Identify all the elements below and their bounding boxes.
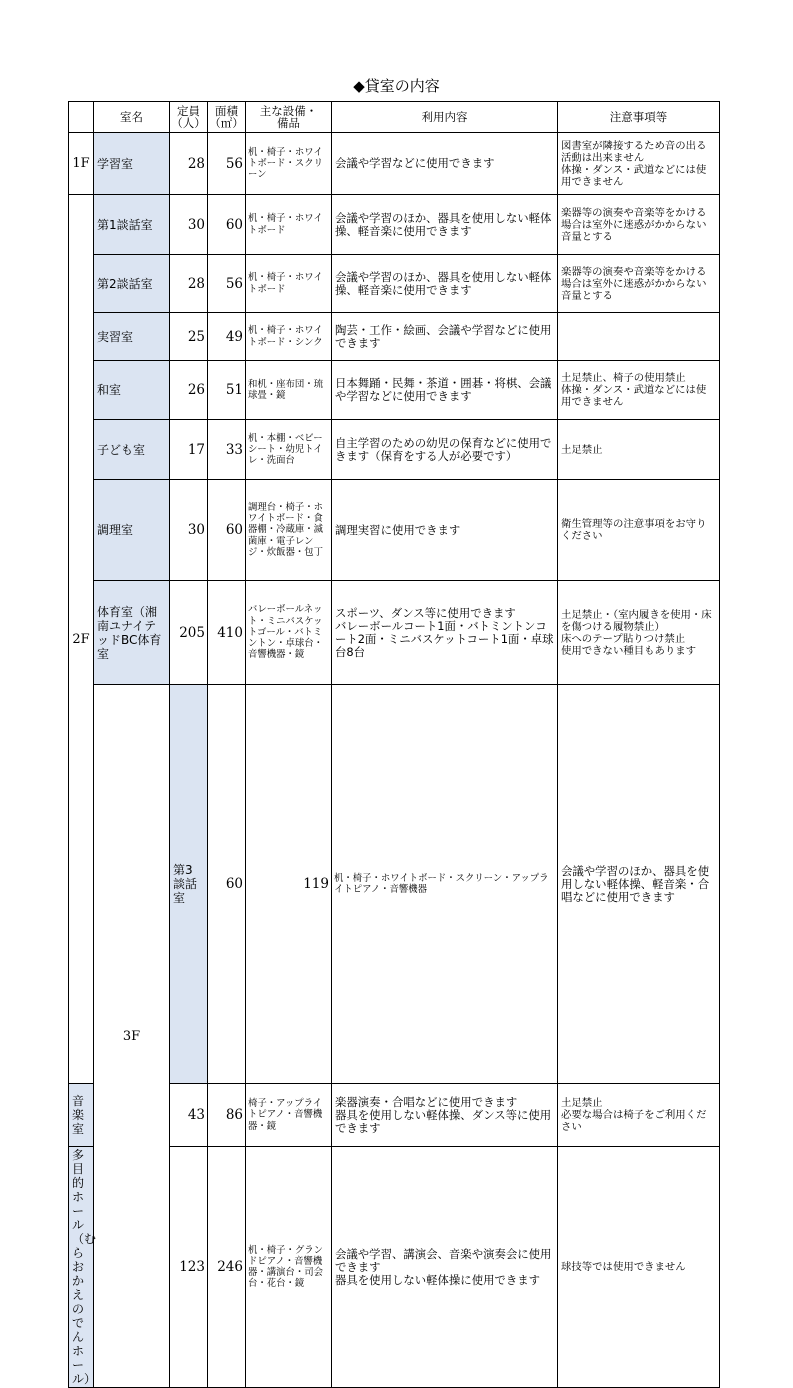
room-area: 86 [208, 1084, 246, 1147]
room-capacity: 123 [170, 1147, 208, 1388]
room-equipment: 椅子・アップライトピアノ・音響機器・鏡 [246, 1084, 332, 1147]
table-row [69, 361, 720, 420]
room-capacity: 28 [170, 133, 208, 195]
table-row [69, 195, 720, 255]
header-equipment: 主な設備・ 備品 [246, 102, 332, 133]
room-area: 51 [208, 361, 246, 420]
room-area: 60 [208, 195, 246, 255]
header-capacity: 定員 （人） [170, 102, 208, 133]
room-capacity: 30 [170, 195, 208, 255]
room-name: 多目的ホール（むらおかえのでんホール） [69, 1147, 94, 1388]
header-area: 面積 （㎡） [208, 102, 246, 133]
room-area: 56 [208, 255, 246, 313]
room-equipment: 机・椅子・グランドピアノ・音響機器・講演台・司会台・花台・鏡 [246, 1147, 332, 1388]
room-usage: 会議や学習、講演会、音楽や演奏会に使用できます 器具を使用しない軽体操に使用できます [332, 1147, 558, 1388]
room-area: 56 [208, 133, 246, 195]
room-area: 246 [208, 1147, 246, 1388]
room-capacity: 60 [208, 685, 246, 1084]
room-capacity: 26 [170, 361, 208, 420]
room-area: 410 [208, 581, 246, 685]
room-usage: 会議や学習のほか、器具を使用しない軽体操、軽音楽に使用できます [332, 255, 558, 313]
room-name: 子ども室 [94, 420, 170, 480]
room-name: 体育室（湘南ユナイテッドBC体育室 [94, 581, 170, 685]
header-floor [69, 102, 94, 133]
floor-label: 2F [69, 195, 94, 1084]
room-usage: 会議や学習のほか、器具を使用しない軽体操、軽音楽に使用できます [332, 195, 558, 255]
room-usage: 陶芸・工作・絵画、会議や学習などに使用できます [332, 313, 558, 361]
room-usage: 会議や学習などに使用できます [332, 133, 558, 195]
room-name: 第1談話室 [94, 195, 170, 255]
room-equipment: 机・本棚・ベビーシート・幼児トイレ・洗面台 [246, 420, 332, 480]
room-capacity: 43 [170, 1084, 208, 1147]
room-notes: 土足禁止 [558, 420, 720, 480]
room-notes: 図書室が隣接するため音の出る活動は出来ません 体操・ダンス・武道などには使用できません [558, 133, 720, 195]
room-notes: 土足禁止・（室内履きを使用・床を傷つける履物禁止） 床へのテープ貼りつけ禁止 使用できない種目もあります [558, 581, 720, 685]
header-room: 室名 [94, 102, 170, 133]
room-area: 49 [208, 313, 246, 361]
room-notes: 衛生管理等の注意事項をお守りください [558, 480, 720, 581]
room-usage: 自主学習のための幼児の保育などに使用できます（保育をする人が必要です） [332, 420, 558, 480]
floor-label: 3F [94, 685, 170, 1388]
room-name: 第2談話室 [94, 255, 170, 313]
room-usage: 日本舞踊・民舞・茶道・囲碁・将棋、会議や学習などに使用できます [332, 361, 558, 420]
room-usage: スポーツ、ダンス等に使用できます バレーボールコート1面・バトミントンコート2面・ミニバスケットコート1面・卓球台8台 [332, 581, 558, 685]
table-row [69, 255, 720, 313]
room-notes: 土足禁止、椅子の使用禁止 体操・ダンス・武道などには使用できません [558, 361, 720, 420]
room-name: 第3談話室 [170, 685, 208, 1084]
table-row [69, 581, 720, 685]
room-equipment: 机・椅子・ホワイトボード・シンク [246, 313, 332, 361]
room-area: 60 [208, 480, 246, 581]
room-equipment: 机・椅子・ホワイトボード・スクリーン・アップライトピアノ・音響機器 [332, 685, 558, 1084]
room-area: 119 [246, 685, 332, 1084]
page-title: ◆貸室の内容 [353, 77, 440, 95]
table-row [69, 480, 720, 581]
table-header-row [69, 102, 720, 133]
room-capacity: 28 [170, 255, 208, 313]
table-row [69, 420, 720, 480]
floor-label: 1F [69, 133, 94, 195]
room-usage: 調理実習に使用できます [332, 480, 558, 581]
room-equipment: 机・椅子・ホワイトボード・スクリーン [246, 133, 332, 195]
room-notes [558, 313, 720, 361]
room-name: 調理室 [94, 480, 170, 581]
room-notes: 楽器等の演奏や音楽等をかける場合は室外に迷惑がかからない音量とする [558, 195, 720, 255]
rooms-table [68, 101, 720, 1388]
table-row [69, 685, 720, 1084]
room-equipment: 机・椅子・ホワイトボード [246, 195, 332, 255]
room-capacity: 17 [170, 420, 208, 480]
room-notes: 楽器等の演奏や音楽等をかける場合は室外に迷惑がかからない音量とする [558, 255, 720, 313]
header-notes: 注意事項等 [558, 102, 720, 133]
room-capacity: 30 [170, 480, 208, 581]
room-equipment: 机・椅子・ホワイトボード [246, 255, 332, 313]
room-equipment: 和机・座布団・琉球畳・鏡 [246, 361, 332, 420]
room-area: 33 [208, 420, 246, 480]
room-name: 音楽室 [69, 1084, 94, 1147]
room-usage: 会議や学習のほか、器具を使用しない軽体操、軽音楽・合唱などに使用できます [558, 685, 720, 1084]
room-capacity: 25 [170, 313, 208, 361]
table-row [69, 313, 720, 361]
header-usage: 利用内容 [332, 102, 558, 133]
table-row [69, 133, 720, 195]
room-name: 実習室 [94, 313, 170, 361]
room-usage: 楽器演奏・合唱などに使用できます 器具を使用しない軽体操、ダンス等に使用できます [332, 1084, 558, 1147]
room-equipment: バレーボールネット・ミニバスケットゴール・バトミントン・卓球台・音響機器・鏡 [246, 581, 332, 685]
room-name: 和室 [94, 361, 170, 420]
room-notes: 球技等では使用できません [558, 1147, 720, 1388]
room-name: 学習室 [94, 133, 170, 195]
room-notes: 土足禁止 必要な場合は椅子をご利用ください [558, 1084, 720, 1147]
room-capacity: 205 [170, 581, 208, 685]
room-equipment: 調理台・椅子・ホワイトボード・食器棚・冷蔵庫・滅菌庫・電子レンジ・炊飯器・包丁 [246, 480, 332, 581]
